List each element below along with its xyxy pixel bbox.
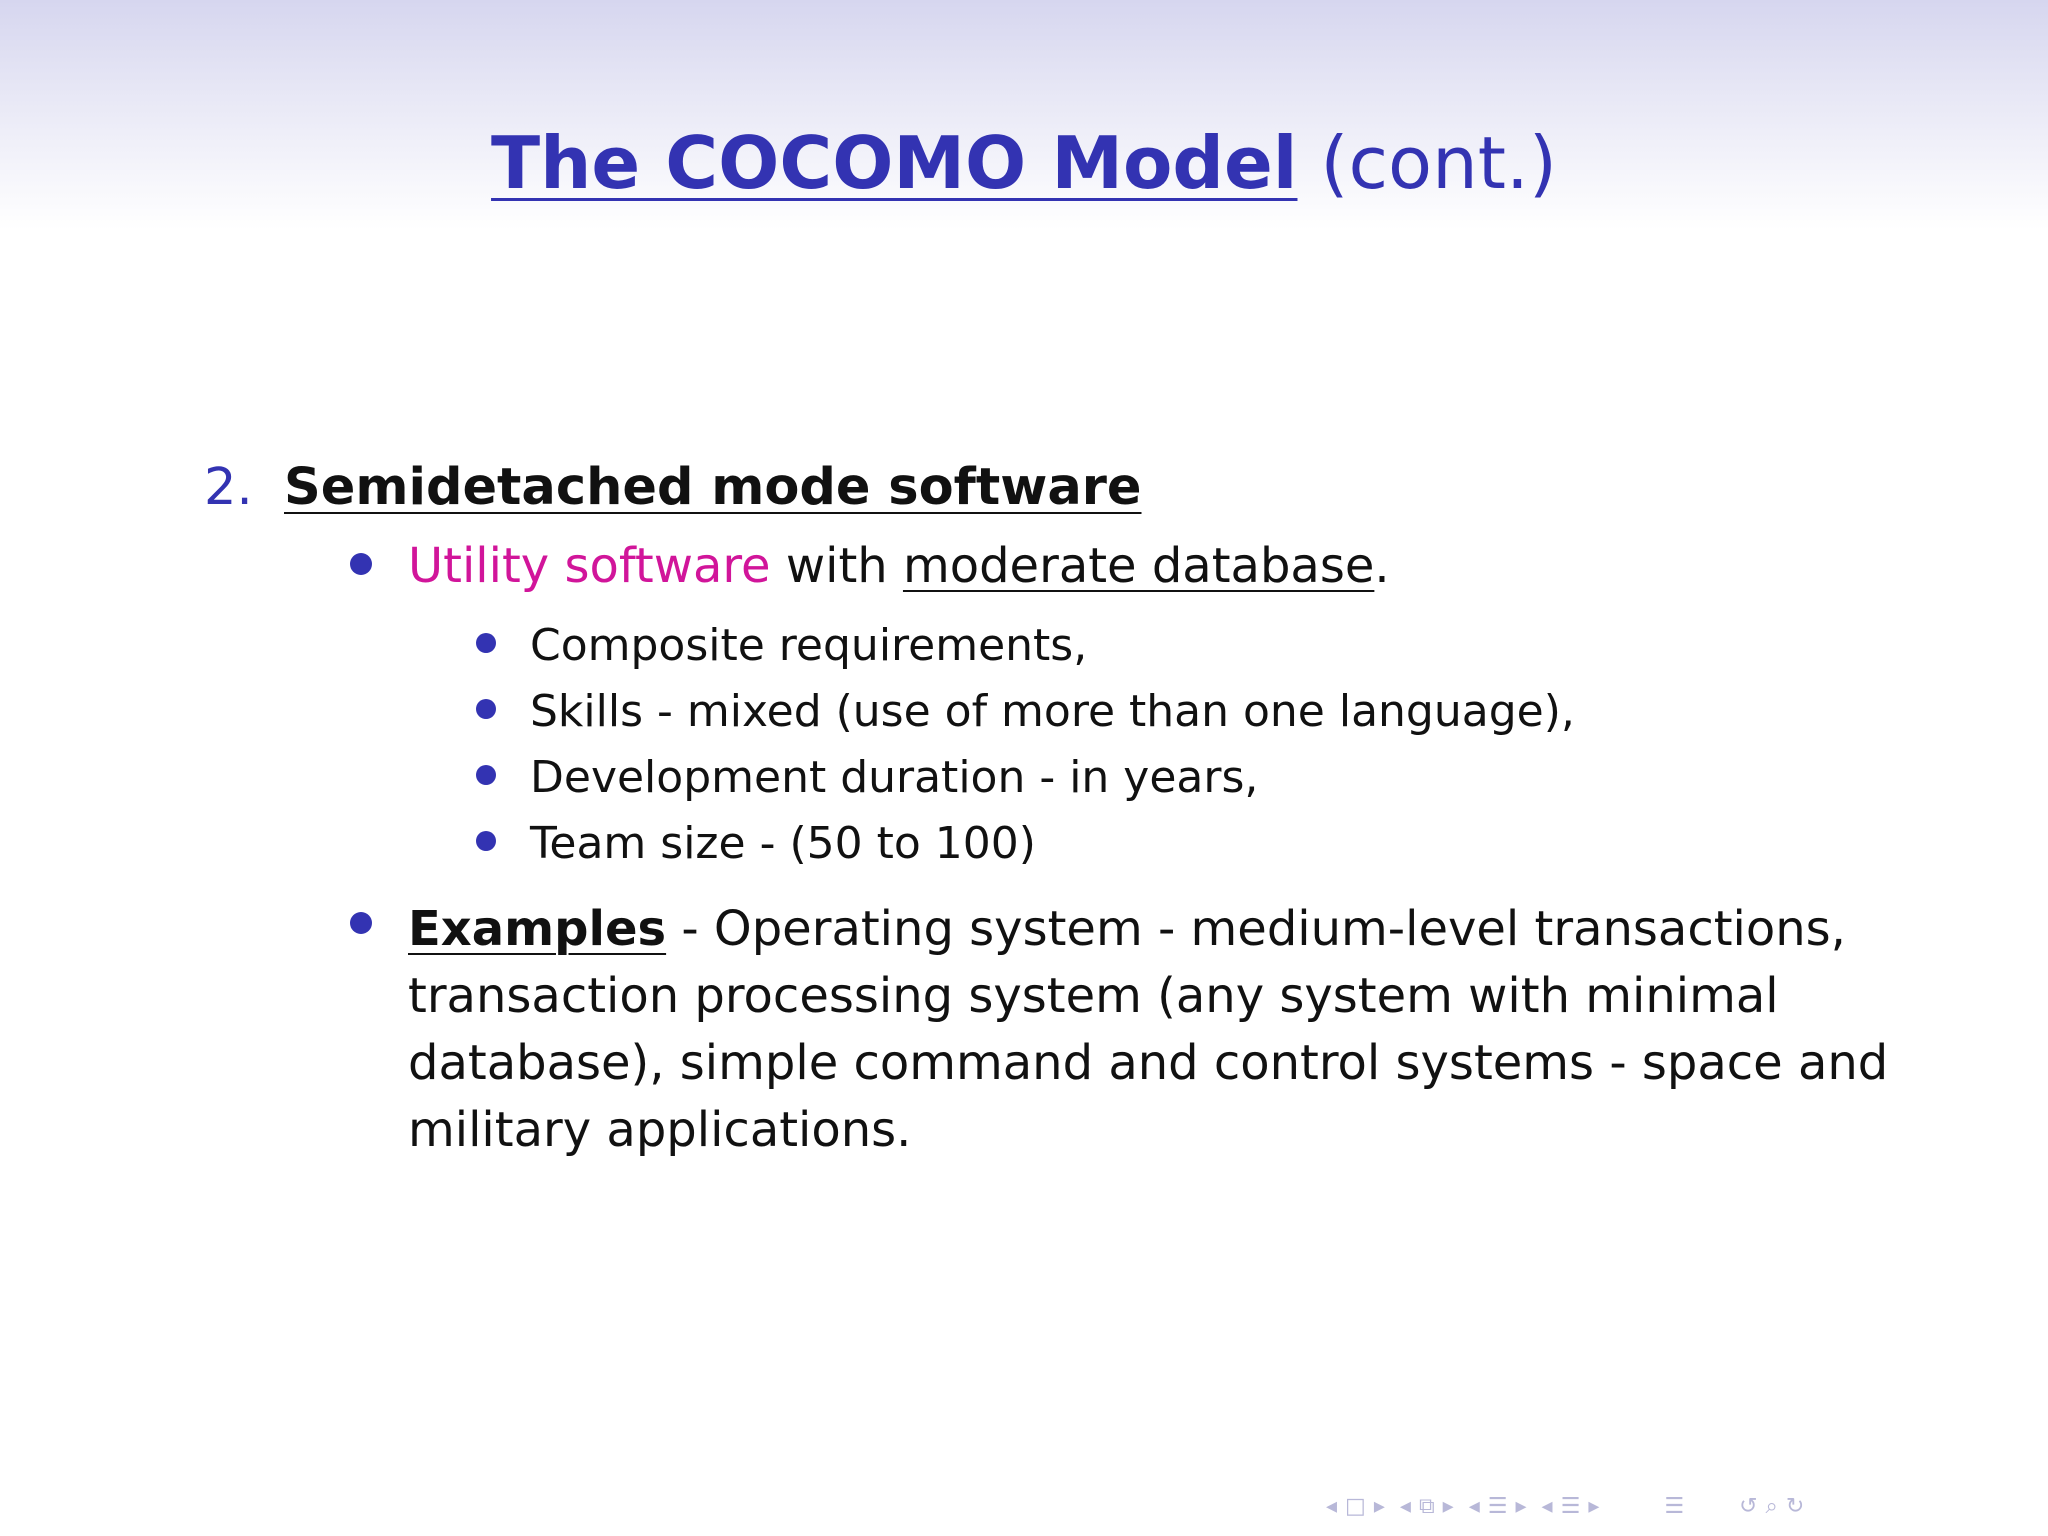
section-number: 2. <box>204 458 253 517</box>
section-icon[interactable]: ☰ <box>1560 1494 1581 1519</box>
section-heading: Semidetached mode software <box>284 458 1142 517</box>
prev-slide-icon[interactable]: ◂ <box>1326 1494 1338 1519</box>
sub-bullet-marker <box>476 633 496 653</box>
next-section-icon[interactable]: ▸ <box>1588 1494 1600 1519</box>
examples-label: Examples <box>408 901 667 957</box>
prev-subsection-icon[interactable]: ◂ <box>1468 1494 1480 1519</box>
utility-software-text: Utility software <box>408 538 771 594</box>
with-text: with <box>785 538 888 594</box>
undo-icon[interactable]: ↺ <box>1739 1494 1758 1519</box>
next-subsection-icon[interactable]: ▸ <box>1515 1494 1527 1519</box>
subsection-icon[interactable]: ☰ <box>1487 1494 1508 1519</box>
sub-bullet-marker <box>476 765 496 785</box>
sub-bullet-item: Team size - (50 to 100) <box>530 818 1036 869</box>
bullet-examples <box>408 896 1889 1164</box>
sub-bullet-marker <box>476 699 496 719</box>
bullet-marker <box>350 912 372 934</box>
moderate-database-text: moderate database <box>902 538 1375 594</box>
search-icon[interactable]: ⌕ <box>1765 1494 1778 1519</box>
slide-title-main: The COCOMO Model <box>491 121 1298 205</box>
slide-title-sub: (cont.) <box>1320 121 1557 205</box>
slide-icon[interactable]: □ <box>1345 1494 1366 1519</box>
sub-bullet-item: Composite requirements, <box>530 620 1088 671</box>
examples-line: military applications. <box>408 1102 912 1158</box>
bullet-marker <box>350 553 372 575</box>
outline-icon[interactable]: ☰ <box>1664 1494 1685 1519</box>
examples-line: database), simple command and control systems - space and <box>408 1035 1889 1091</box>
next-slide-icon[interactable]: ▸ <box>1373 1494 1385 1519</box>
sub-bullet-item: Development duration - in years, <box>530 752 1259 803</box>
beamer-navigation-bar <box>1326 1494 1812 1520</box>
sub-bullet-marker <box>476 831 496 851</box>
frame-icon[interactable]: ⧉ <box>1418 1494 1435 1519</box>
bullet-utility-software <box>408 536 1390 596</box>
period-text: . <box>1374 538 1390 594</box>
examples-line: transaction processing system (any system with minimal <box>408 968 1779 1024</box>
redo-icon[interactable]: ↻ <box>1785 1494 1805 1519</box>
examples-line <box>408 896 1848 963</box>
prev-section-icon[interactable]: ◂ <box>1541 1494 1553 1519</box>
examples-text: - Operating system - medium-level transactions, <box>666 901 1846 957</box>
next-frame-icon[interactable]: ▸ <box>1442 1494 1454 1519</box>
prev-frame-icon[interactable]: ◂ <box>1399 1494 1411 1519</box>
sub-bullet-item: Skills - mixed (use of more than one language), <box>530 686 1575 737</box>
